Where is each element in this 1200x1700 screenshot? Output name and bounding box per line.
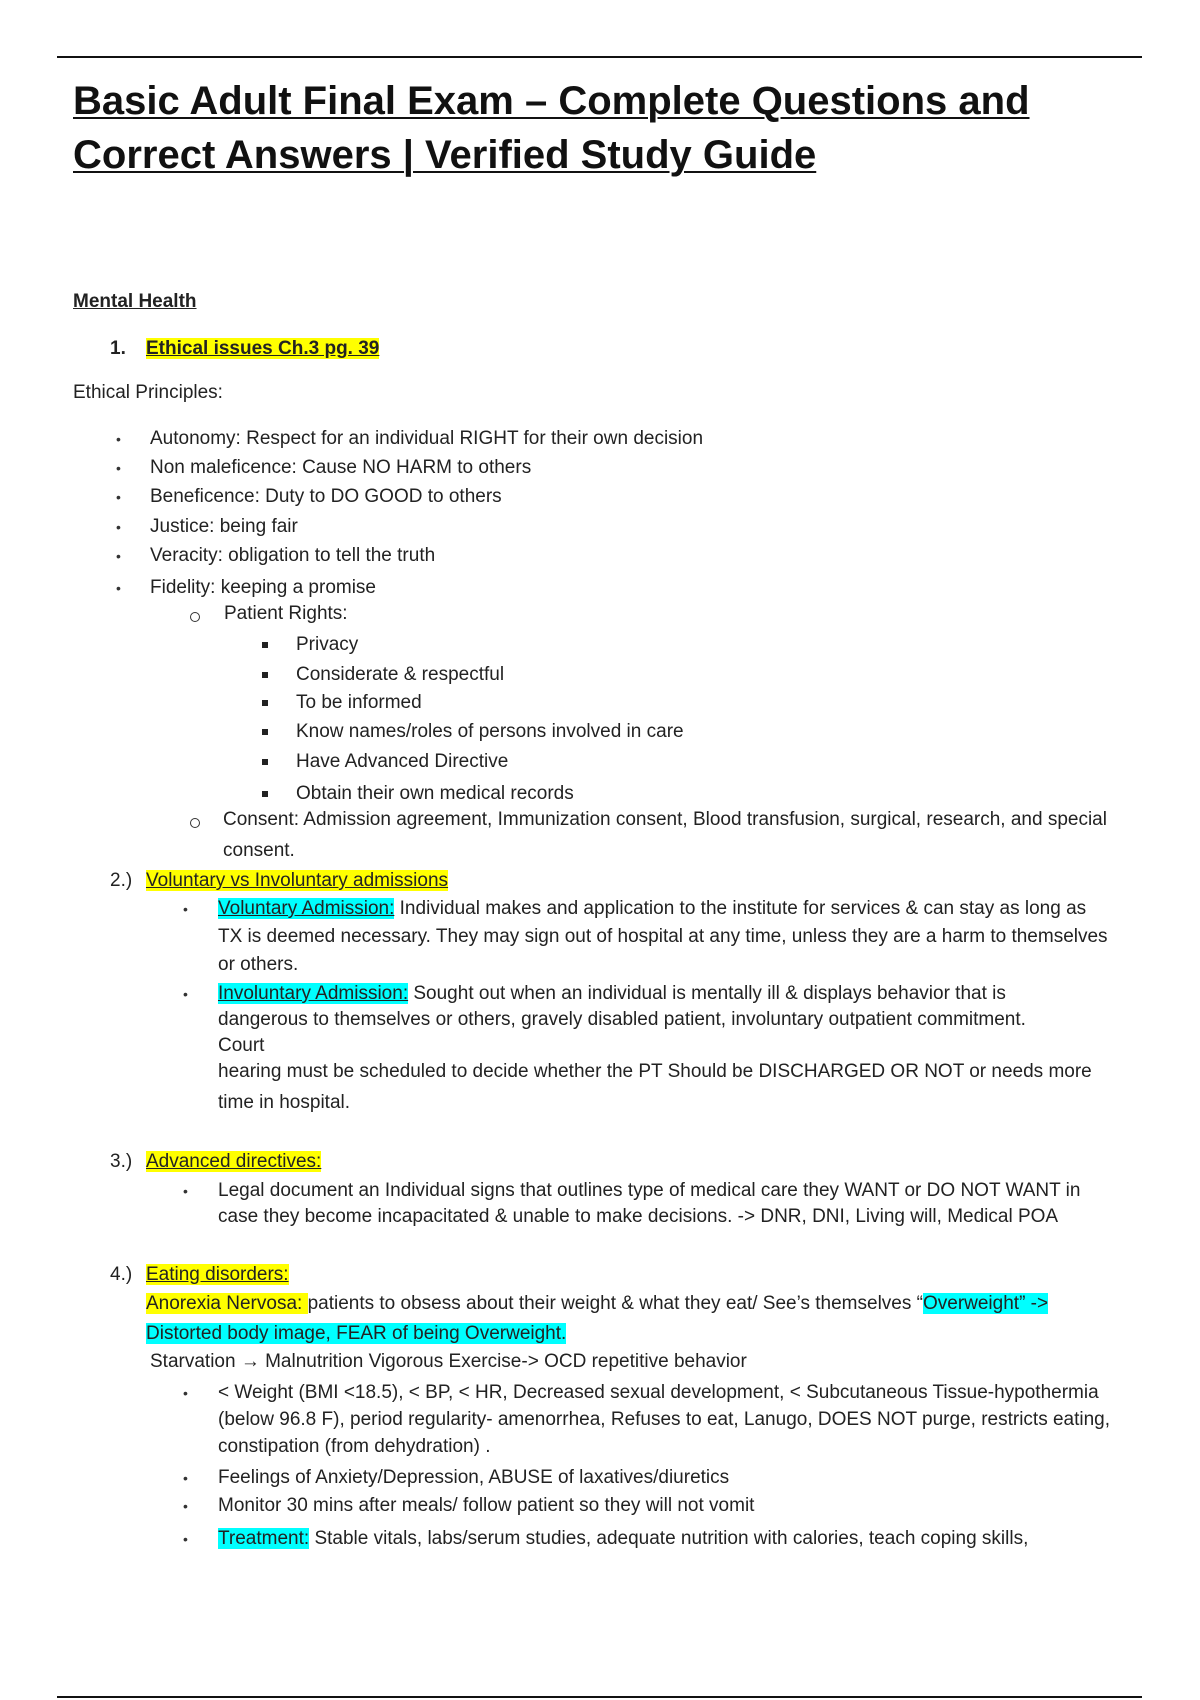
symptoms-text: < Weight (BMI <18.5), < BP, < HR, Decreased sexual development, < Subcutaneous Tissue-hypothermia (218, 1382, 1099, 1403)
bullet-dot: • (183, 1531, 188, 1547)
patient-right-item: To be informed (296, 692, 422, 713)
bullet-dot: • (183, 1498, 188, 1514)
patient-right-item: Obtain their own medical records (296, 783, 574, 804)
q3-heading: Advanced directives: (146, 1151, 322, 1172)
bottom-rule (57, 1696, 1142, 1698)
bullet-dot: • (183, 986, 188, 1002)
anorexia-text: Anorexia Nervosa: patients to obsess about their weight & what they eat/ See’s themselves “Overweight” -> (146, 1293, 1049, 1314)
section-heading: Mental Health (73, 291, 197, 312)
q4-number: 4.) (110, 1264, 133, 1285)
consent-text: Consent: Admission agreement, Immunization consent, Blood transfusion, surgical, research, and special (223, 809, 1107, 830)
voluntary-text-cont: TX is deemed necessary. They may sign out of hospital at any time, unless they are a harm to themselves (218, 926, 1108, 947)
principle-item: Fidelity: keeping a promise (150, 577, 376, 598)
bullet-dot: • (183, 1470, 188, 1486)
involuntary-text-cont: Court (218, 1035, 265, 1056)
circle-bullet-icon (190, 612, 200, 622)
top-rule (57, 56, 1142, 58)
square-bullet-icon (262, 759, 268, 765)
monitor-text: Monitor 30 mins after meals/ follow patient so they will not vomit (218, 1495, 755, 1516)
voluntary-text-cont: or others. (218, 954, 299, 975)
involuntary-text-cont: time in hospital. (218, 1092, 351, 1113)
consent-text-cont: consent. (223, 840, 295, 861)
patient-right-item: Know names/roles of persons involved in care (296, 721, 684, 742)
bullet-dot: • (183, 901, 188, 917)
symptoms-text-cont: constipation (from dehydration) . (218, 1436, 491, 1457)
patient-rights-label: Patient Rights: (224, 603, 348, 624)
involuntary-text-cont: hearing must be scheduled to decide whether the PT Should be DISCHARGED OR NOT or needs more (218, 1061, 1092, 1082)
square-bullet-icon (262, 791, 268, 797)
q1-heading: Ethical issues Ch.3 pg. 39 (146, 338, 380, 359)
principle-item: Non maleficence: Cause NO HARM to others (150, 457, 532, 478)
involuntary-admission-text: Involuntary Admission: Sought out when an individual is mentally ill & displays behavior that is (218, 983, 1006, 1004)
symptoms-text-cont: (below 96.8 F), period regularity- amenorrhea, Refuses to eat, Lanugo, DOES NOT purge, restricts eating, (218, 1409, 1111, 1430)
patient-right-item: Privacy (296, 634, 359, 655)
voluntary-admission-text: Voluntary Admission: Individual makes and application to the institute for services & can stay as long as (218, 898, 1087, 919)
treatment-text: Treatment: Stable vitals, labs/serum studies, adequate nutrition with calories, teach coping skills, (218, 1528, 1029, 1549)
feelings-text: Feelings of Anxiety/Depression, ABUSE of laxatives/diuretics (218, 1467, 730, 1488)
q1-intro: Ethical Principles: (73, 382, 223, 403)
bullet-dot: • (116, 548, 121, 564)
bullet-dot: • (116, 580, 121, 596)
q1-number: 1. (110, 338, 126, 359)
bullet-dot: • (183, 1183, 188, 1199)
advanced-directive-text: Legal document an Individual signs that outlines type of medical care they WANT or DO NOT WANT in (218, 1180, 1081, 1201)
principle-item: Justice: being fair (150, 516, 298, 537)
patient-right-item: Considerate & respectful (296, 664, 505, 685)
patient-right-item: Have Advanced Directive (296, 751, 509, 772)
involuntary-label: Involuntary Admission: (218, 983, 409, 1004)
q2-heading: Voluntary vs Involuntary admissions (146, 870, 449, 891)
principle-item: Autonomy: Respect for an individual RIGHT for their own decision (150, 428, 704, 449)
anorexia-text-cont: Distorted body image, FEAR of being Overweight. (146, 1323, 567, 1344)
square-bullet-icon (262, 700, 268, 706)
square-bullet-icon (262, 672, 268, 678)
treatment-label: Treatment: (218, 1528, 310, 1549)
bullet-dot: • (116, 519, 121, 535)
bullet-dot: • (183, 1385, 188, 1401)
circle-bullet-icon (190, 818, 200, 828)
square-bullet-icon (262, 642, 268, 648)
principle-item: Beneficence: Duty to DO GOOD to others (150, 486, 502, 507)
voluntary-label: Voluntary Admission: (218, 898, 395, 919)
q4-heading: Eating disorders: (146, 1264, 289, 1285)
q2-number: 2.) (110, 870, 133, 891)
page-title: Basic Adult Final Exam – Complete Questions and Correct Answers | Verified Study Guide (73, 79, 1030, 177)
bullet-dot: • (116, 489, 121, 505)
principle-item: Veracity: obligation to tell the truth (150, 545, 436, 566)
advanced-directive-text-cont: case they become incapacitated & unable to make decisions. -> DNR, DNI, Living will, Medical POA (218, 1206, 1059, 1227)
bullet-dot: • (116, 431, 121, 447)
bullet-dot: • (116, 460, 121, 476)
involuntary-text-cont: dangerous to themselves or others, gravely disabled patient, involuntary outpatient commitment. (218, 1009, 1026, 1030)
anorexia-label: Anorexia Nervosa: (146, 1293, 308, 1314)
starvation-text: Starvation → Malnutrition Vigorous Exercise-> OCD repetitive behavior (150, 1351, 747, 1372)
q3-number: 3.) (110, 1151, 133, 1172)
square-bullet-icon (262, 729, 268, 735)
